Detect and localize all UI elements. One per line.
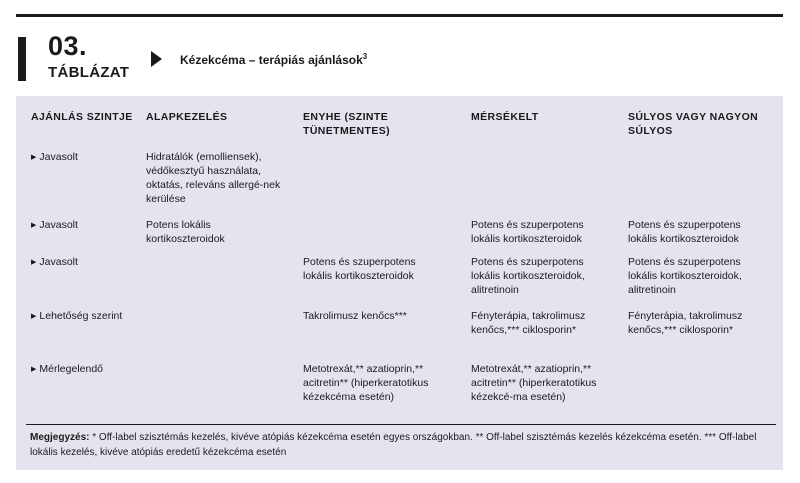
row-arrow-icon: ▶ xyxy=(31,154,37,161)
row-level: ▶ Lehetőség szerint xyxy=(31,310,123,322)
header-moderate: MÉRSÉKELT xyxy=(471,111,539,123)
table-marker-bar xyxy=(18,37,26,81)
header-severe: SÚLYOS VAGY NAGYON SÚLYOS xyxy=(628,111,759,137)
cell-mild: Metotrexát,** azatioprin,** acitretin** (hiperkeratotikus kézekcéma esetén) xyxy=(303,363,429,403)
row-level: ▶ Javasolt xyxy=(31,256,78,268)
cell-basic: Hidratálók (emolliensek), védőkesztyű használata, oktatás, releváns allergé-nek kerülése xyxy=(146,151,281,205)
header-basic: ALAPKEZELÉS xyxy=(146,111,228,123)
cell-moderate: Potens és szuperpotens lokális kortikoszteroidok xyxy=(471,219,584,245)
cell-basic: Potens lokális kortikoszteroidok xyxy=(146,219,225,245)
row-arrow-icon: ▶ xyxy=(31,222,37,229)
note-divider xyxy=(26,424,776,425)
header-level: AJÁNLÁS SZINTJE xyxy=(31,111,133,123)
row-arrow-icon: ▶ xyxy=(31,313,37,320)
cell-moderate: Metotrexát,** azatioprin,** acitretin** (hiperkeratotikus kézekcé-ma esetén) xyxy=(471,363,597,403)
cell-moderate: Potens és szuperpotens lokális kortikoszteroidok, alitretinoin xyxy=(471,256,585,296)
header-mild: ENYHE (SZINTE TÜNETMENTES) xyxy=(303,111,391,137)
cell-moderate: Fényterápia, takrolimusz kenőcs,*** ciklosporin* xyxy=(471,310,586,336)
table-caption: Kézekcéma – terápiás ajánlások$^3$ xyxy=(180,52,368,67)
caption-arrow-icon xyxy=(151,51,162,67)
note-label: Megjegyzés: xyxy=(30,432,90,443)
table-label: TÁBLÁZAT xyxy=(48,64,130,81)
row-arrow-icon: ▶ xyxy=(31,259,37,266)
top-rule xyxy=(16,14,783,17)
cell-mild: Potens és szuperpotens lokális kortikoszteroidok xyxy=(303,256,416,282)
row-level: ▶ Javasolt xyxy=(31,151,78,163)
cell-severe: Potens és szuperpotens lokális kortikoszteroidok, alitretinoin xyxy=(628,256,742,296)
row-level: ▶ Javasolt xyxy=(31,219,78,231)
note-text: * Off-label szisztémás kezelés, kivéve atópiás kézekcéma esetén egyes országokban. ** Off-label szisztémás kezelés kézekcéma esetén. *** Off-label lokális kezelés, kivéve atópiás eredetű kézekcéma esetén xyxy=(30,432,757,458)
cell-severe: Fényterápia, takrolimusz kenőcs,*** ciklosporin* xyxy=(628,310,743,336)
table-note xyxy=(30,430,778,460)
caption-reference: 3 xyxy=(362,52,368,61)
table-number: 03. xyxy=(48,31,88,61)
row-level: ▶ Mérlegelendő xyxy=(31,363,104,375)
cell-mild: Takrolimusz kenőcs*** xyxy=(303,310,407,322)
cell-severe: Potens és szuperpotens lokális kortikoszteroidok xyxy=(628,219,741,245)
row-arrow-icon: ▶ xyxy=(31,366,37,373)
